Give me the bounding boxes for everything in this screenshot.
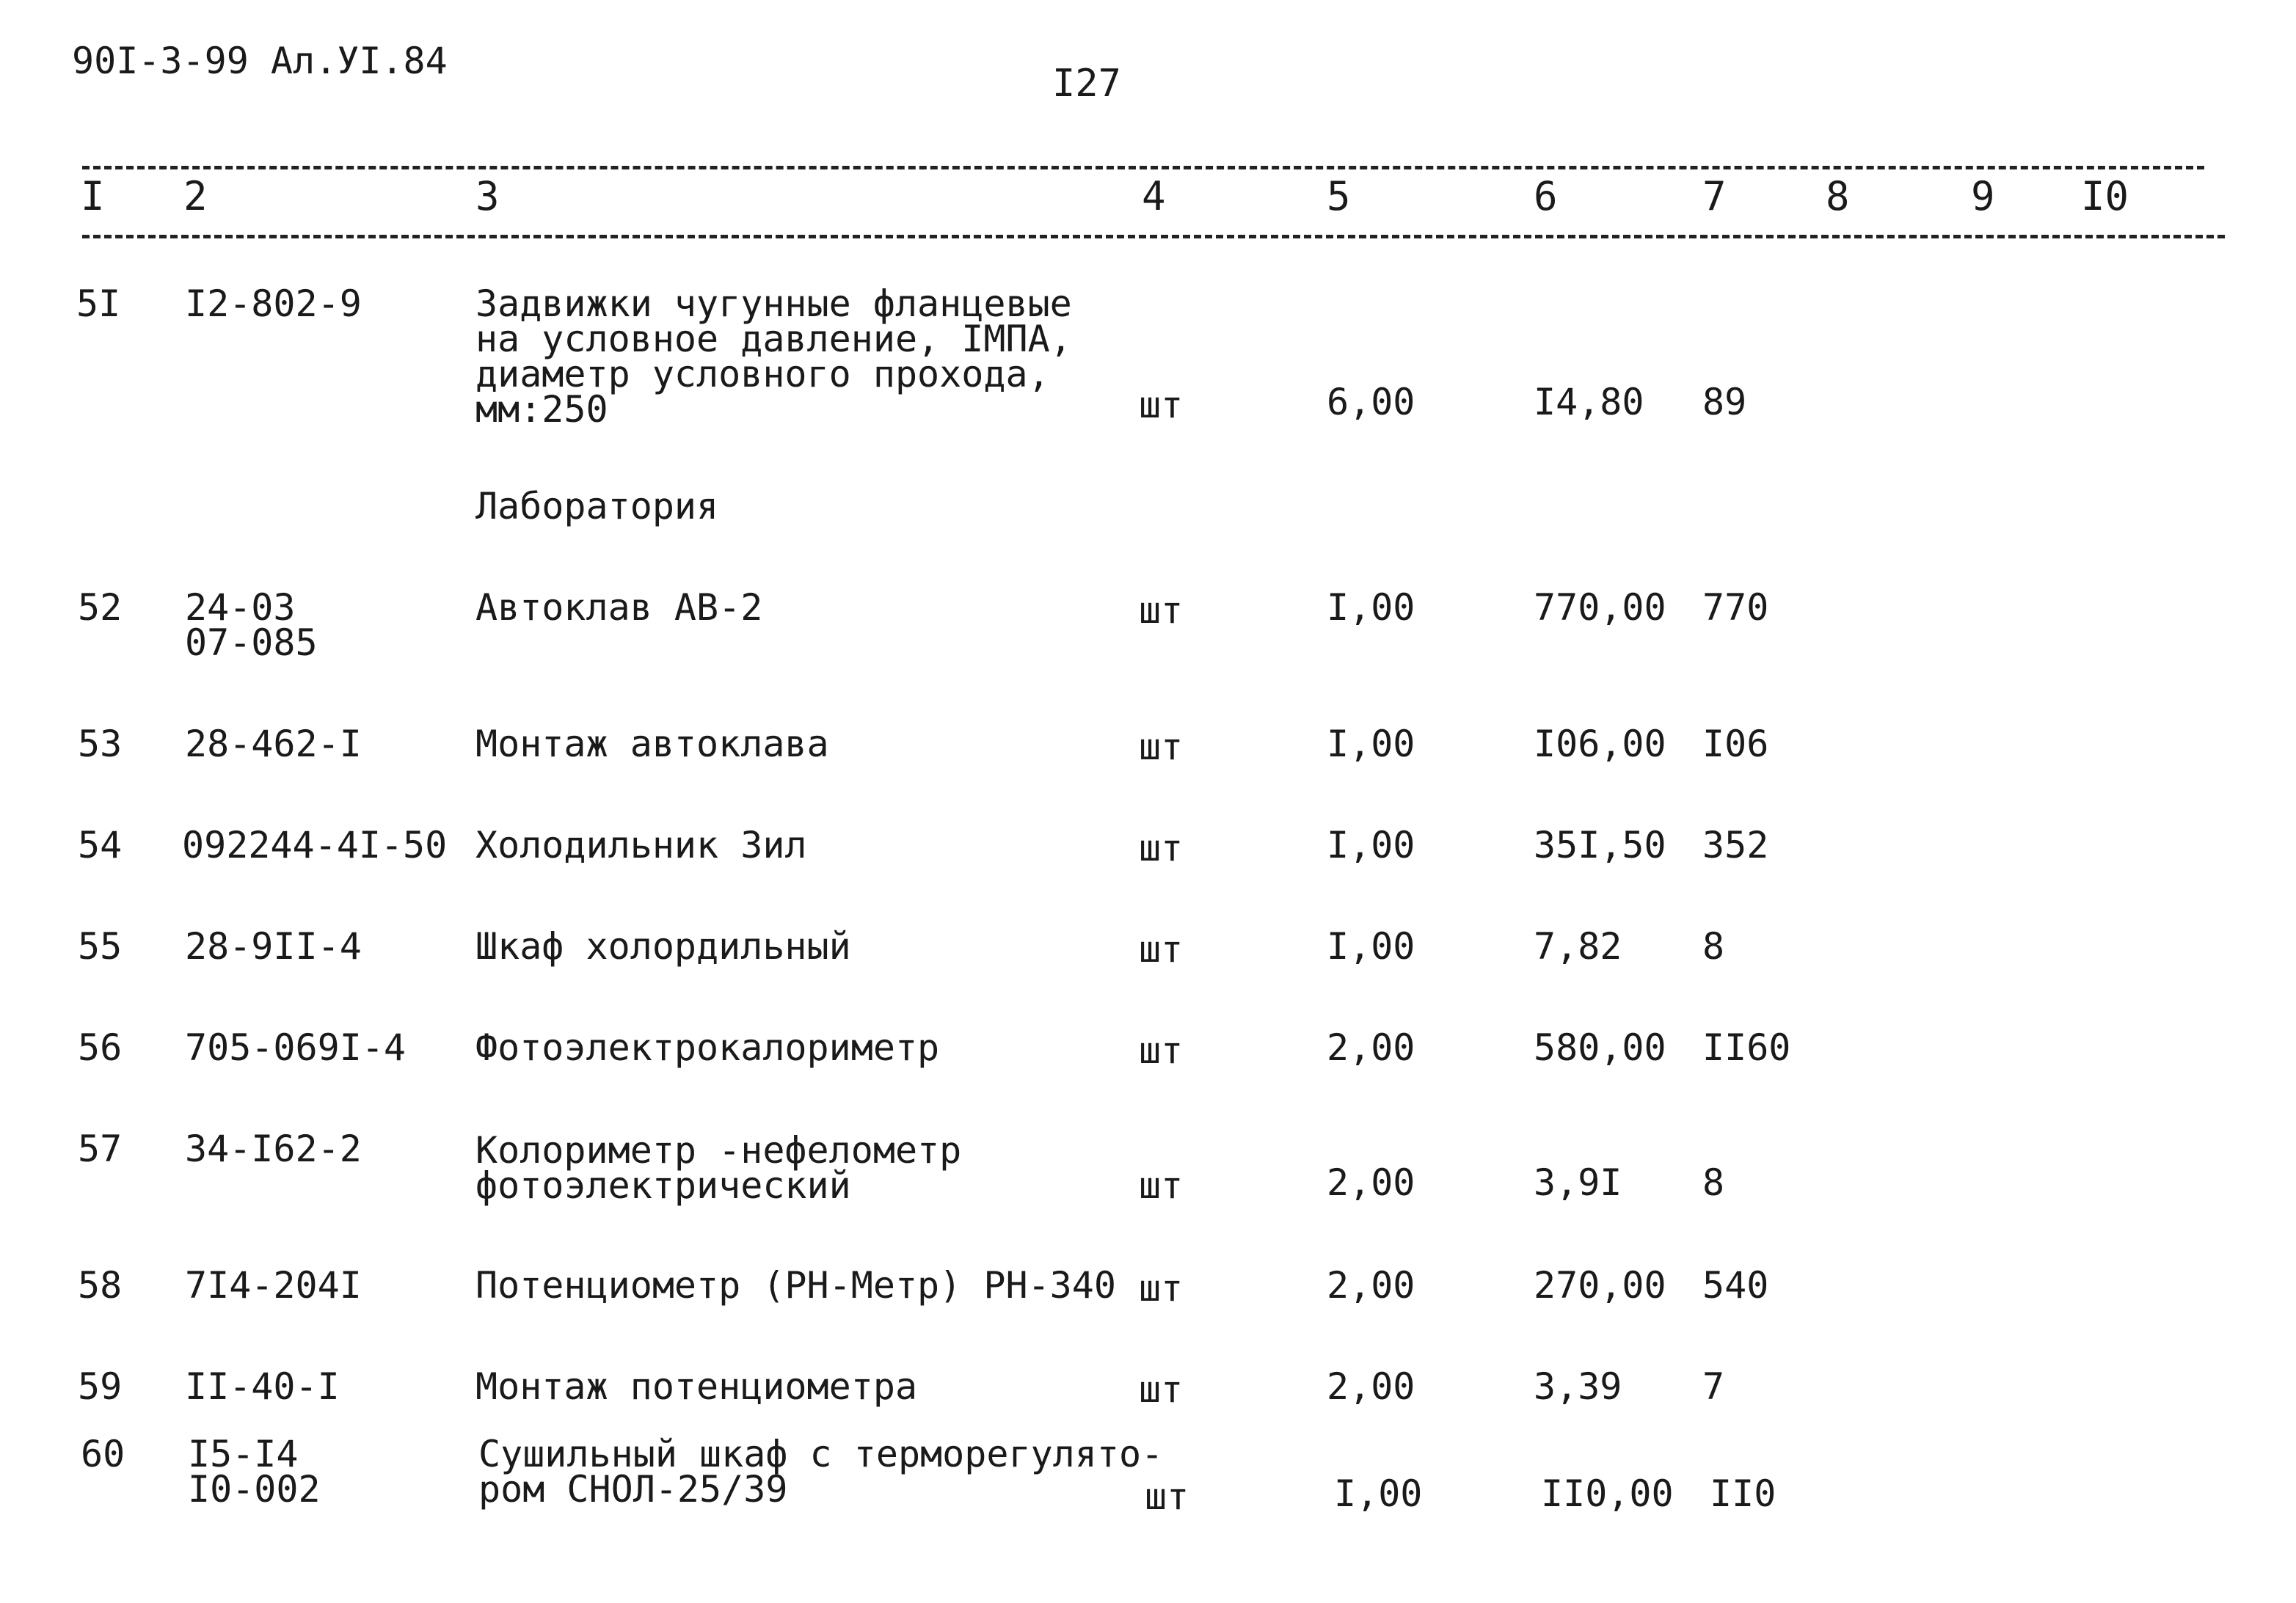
row-unit: шт <box>1139 1368 1184 1411</box>
row-price: 3,9I <box>1534 1161 1622 1204</box>
row-name: Колориметр -нефелометр фотоэлектрический <box>475 1129 962 1207</box>
row-code: 24-03 07-085 <box>185 586 318 664</box>
page-number: I27 <box>1052 62 1121 106</box>
row-price: II0,00 <box>1541 1472 1674 1515</box>
row-qty: 2,00 <box>1327 1365 1415 1408</box>
row-qty: 2,00 <box>1327 1264 1415 1307</box>
header-bottom-rule <box>82 235 2225 238</box>
row-total: II0 <box>1710 1472 1776 1515</box>
row-number: 57 <box>78 1128 123 1170</box>
row-code: 705-069I-4 <box>185 1026 407 1069</box>
row-price: I4,80 <box>1534 381 1644 423</box>
row-qty: I,00 <box>1327 824 1415 866</box>
row-name: Потенциометр (РН-Метр) РН-340 <box>475 1264 1116 1307</box>
row-number: 54 <box>78 824 123 866</box>
row-price: 3,39 <box>1534 1365 1622 1408</box>
row-price: 35I,50 <box>1534 824 1666 866</box>
row-code: 092244-4I-50 <box>182 824 448 866</box>
row-price: I06,00 <box>1534 723 1666 765</box>
row-qty: 6,00 <box>1327 381 1415 423</box>
row-name: Автоклав АВ-2 <box>475 586 763 629</box>
column-header-3: 3 <box>475 173 500 219</box>
row-number: 60 <box>81 1433 125 1475</box>
row-code: 28-462-I <box>185 723 362 765</box>
row-unit: шт <box>1139 827 1184 869</box>
row-number: 5I <box>76 282 121 325</box>
row-total: 89 <box>1702 381 1747 423</box>
row-qty: I,00 <box>1327 586 1415 629</box>
row-code: I2-802-9 <box>185 282 362 325</box>
column-header-8: 8 <box>1826 173 1850 219</box>
row-total: 352 <box>1702 824 1769 866</box>
row-number: 59 <box>78 1365 123 1408</box>
row-code: 7I4-204I <box>185 1264 362 1307</box>
row-name: Задвижки чугунные фланцевые на условное давление, IМПА, диаметр условного прохода, мм:250 <box>475 282 1072 431</box>
row-qty: I,00 <box>1327 925 1415 968</box>
row-price: 270,00 <box>1534 1264 1666 1307</box>
row-total: 7 <box>1702 1365 1725 1408</box>
row-name: Фотоэлектрокалориметр <box>475 1026 940 1069</box>
document-code: 90I-3-99 Ал.УI.84 <box>72 40 448 82</box>
row-name: Монтаж потенциометра <box>475 1365 918 1408</box>
row-unit: шт <box>1139 1029 1184 1072</box>
header-top-rule <box>82 166 2204 169</box>
row-unit: шт <box>1139 928 1184 971</box>
row-name: Сушильный шкаф с терморегулято- ром СНОЛ-25/39 <box>478 1433 1164 1511</box>
column-header-10: I0 <box>2081 173 2129 219</box>
row-qty: I,00 <box>1327 723 1415 765</box>
row-price: 7,82 <box>1534 925 1622 968</box>
row-qty: 2,00 <box>1327 1026 1415 1069</box>
row-name: Шкаф холордильный <box>475 925 851 968</box>
column-header-1: I <box>81 173 105 219</box>
column-header-2: 2 <box>183 173 208 219</box>
column-header-4: 4 <box>1142 173 1166 219</box>
row-total: 540 <box>1702 1264 1769 1307</box>
row-code: 34-I62-2 <box>185 1128 362 1170</box>
row-total: 770 <box>1702 586 1769 629</box>
row-name: Холодильник Зил <box>475 824 807 866</box>
row-price: 770,00 <box>1534 586 1666 629</box>
row-total: II60 <box>1702 1026 1791 1069</box>
row-total: 8 <box>1702 925 1725 968</box>
row-unit: шт <box>1139 1267 1184 1310</box>
row-code: I5-I4 I0-002 <box>188 1433 321 1511</box>
row-number: 52 <box>78 586 123 629</box>
row-name: Монтаж автоклава <box>475 723 829 765</box>
row-unit: шт <box>1139 589 1184 632</box>
row-number: 55 <box>78 925 123 968</box>
row-code: II-40-I <box>185 1365 340 1408</box>
row-unit: шт <box>1145 1475 1189 1518</box>
column-header-6: 6 <box>1534 173 1558 219</box>
row-qty: 2,00 <box>1327 1161 1415 1204</box>
column-header-7: 7 <box>1702 173 1727 219</box>
row-unit: шт <box>1139 726 1184 768</box>
row-total: 8 <box>1702 1161 1725 1204</box>
row-number: 56 <box>78 1026 123 1069</box>
row-number: 53 <box>78 723 123 765</box>
column-header-9: 9 <box>1971 173 1995 219</box>
row-unit: шт <box>1139 384 1184 426</box>
row-code: 28-9II-4 <box>185 925 362 968</box>
column-header-5: 5 <box>1327 173 1351 219</box>
row-number: 58 <box>78 1264 123 1307</box>
section-heading: Лаборатория <box>475 485 719 527</box>
row-qty: I,00 <box>1334 1472 1423 1515</box>
row-price: 580,00 <box>1534 1026 1666 1069</box>
row-total: I06 <box>1702 723 1769 765</box>
row-unit: шт <box>1139 1164 1184 1207</box>
